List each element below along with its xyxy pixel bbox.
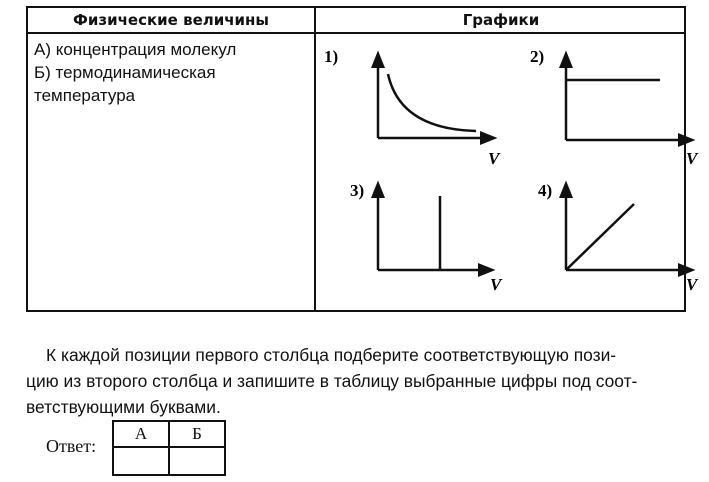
instruction-line-3: ветствующими буквами. [26, 397, 221, 417]
graph-4-axis-label: V [686, 275, 698, 294]
header-graphs: Графики [462, 11, 540, 29]
answer-label: Ответ: [46, 436, 97, 456]
answer-b-field[interactable] [169, 447, 225, 475]
graph-2 [530, 47, 699, 168]
graph-1-axis-label: V [488, 149, 500, 168]
answer-col-b-header: Б [169, 421, 225, 447]
quantity-a: А) концентрация молекул [34, 40, 237, 59]
graph-4-line [566, 204, 634, 270]
answer-col-a-header: А [113, 421, 169, 447]
graph-1-label: 1) [324, 47, 339, 66]
graphs-svg [316, 34, 698, 312]
quantities-list [34, 38, 310, 107]
graph-1-curve [388, 74, 476, 131]
table-header-row [28, 8, 684, 34]
answer-a-field[interactable] [113, 447, 169, 475]
quantity-b-continuation: температура [34, 86, 136, 105]
graph-3-axis-label: V [490, 275, 502, 294]
graph-1 [324, 47, 501, 168]
answer-values-row [113, 447, 225, 475]
graph-3 [350, 181, 503, 294]
instruction-text [26, 342, 696, 420]
graph-2-label: 2) [530, 47, 545, 66]
graph-4 [538, 181, 699, 294]
instruction-line-2: цию из второго столбца и запишите в таблицу выбранные цифры под соот- [26, 371, 638, 391]
graph-4-label: 4) [538, 181, 553, 200]
quantity-b: Б) термодинамическая [34, 63, 216, 82]
answer-header-row [113, 421, 225, 447]
graph-3-label: 3) [350, 181, 365, 200]
graph-2-axis-label: V [686, 149, 698, 168]
matching-table [26, 6, 698, 312]
instruction-line-1: К каждой позиции первого столбца подберите соответствующую пози- [46, 345, 617, 365]
answer-table [112, 420, 226, 476]
header-physical-quantities: Физические величины [73, 11, 269, 29]
graphs-cell [316, 34, 698, 312]
